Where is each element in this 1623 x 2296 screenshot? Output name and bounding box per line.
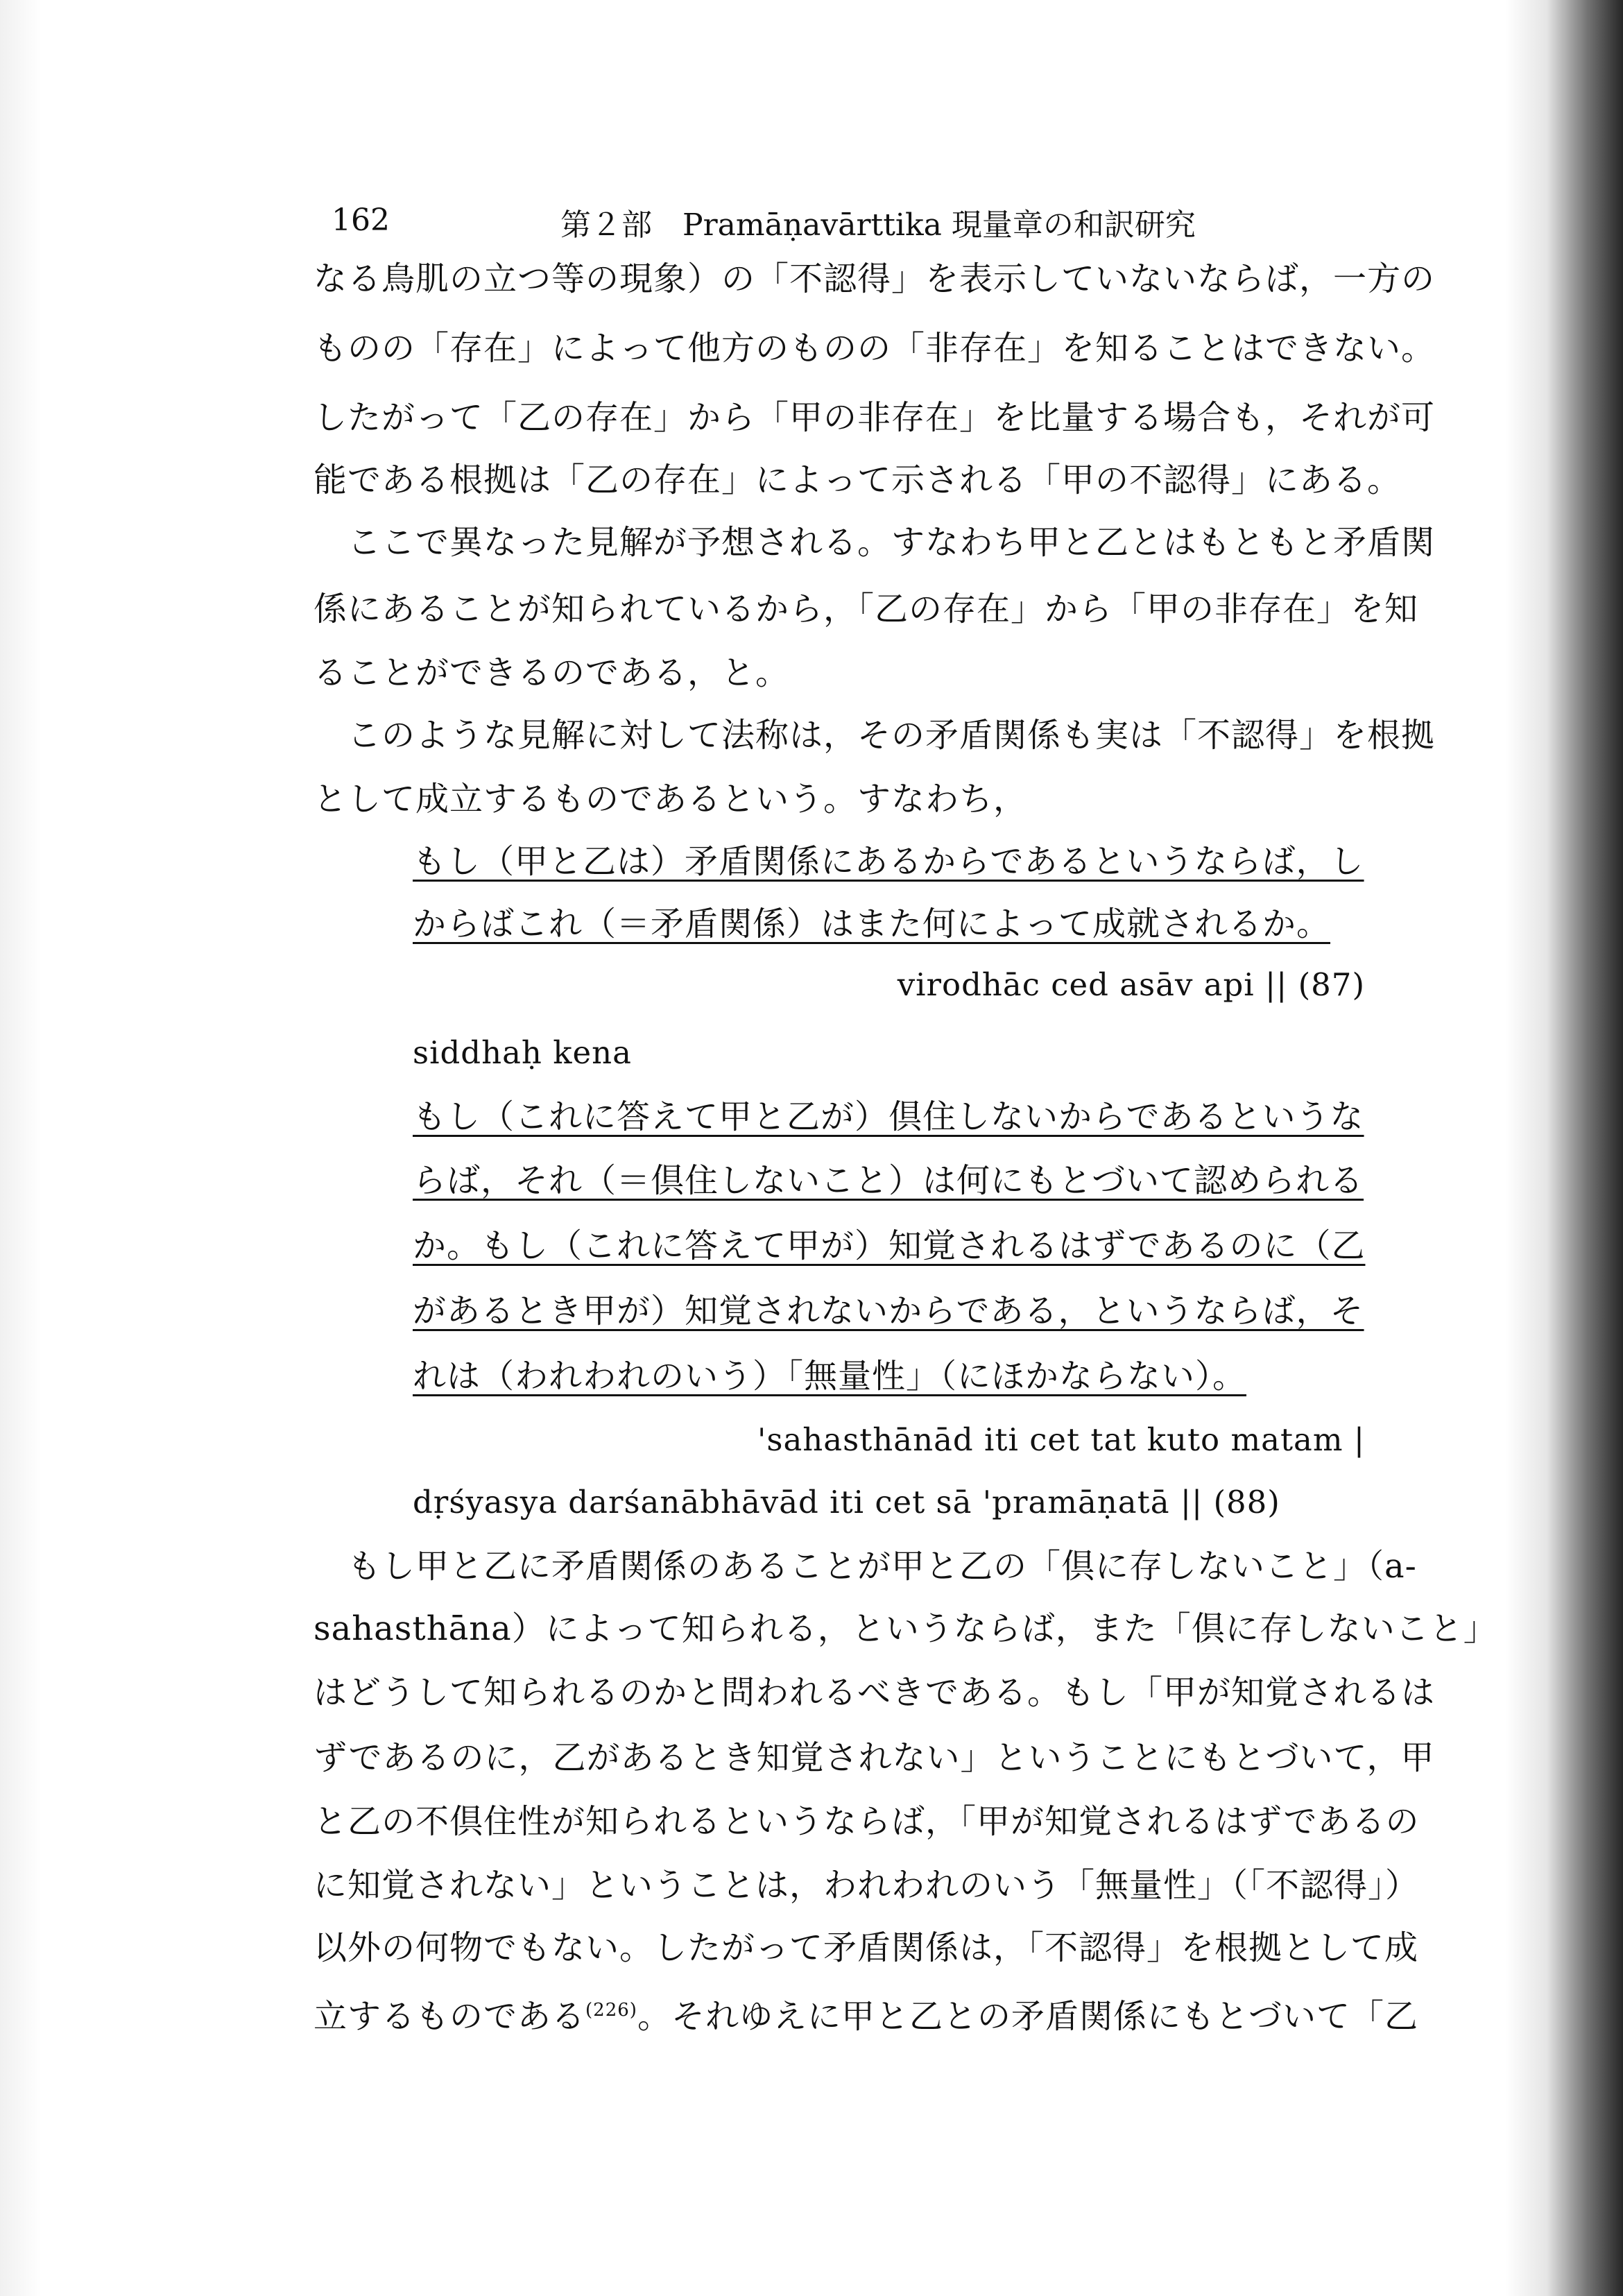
- body-line: ることができるのである，と。: [314, 653, 790, 692]
- quoted-translation-line: もし（甲と乙は）矛盾関係にあるからであるというならば，し: [413, 842, 1364, 881]
- body-line: 以外の何物でもない。したがって矛盾関係は，「不認得」を根拠として成: [314, 1928, 1419, 1967]
- page-header: [332, 196, 1455, 251]
- quoted-translation-line: からばこれ（＝矛盾関係）はまた何によって成就されるか。: [413, 905, 1331, 943]
- body-line: もし甲と乙に矛盾関係のあることが甲と乙の「倶に存しないこと」（a-: [314, 1547, 1417, 1586]
- quoted-translation-line: か。もし（これに答えて甲が）知覚されるはずであるのに（乙: [413, 1226, 1366, 1265]
- body-line: このような見解に対して法称は，その矛盾関係も実は「不認得」を根拠: [314, 716, 1436, 755]
- sanskrit-verse-line: 'sahasthānād iti cet tat kuto matam |: [757, 1421, 1365, 1458]
- page-number: 162: [332, 203, 390, 238]
- body-line: ずであるのに，乙があるとき知覚されない」ということにもとづいて，甲: [314, 1738, 1435, 1777]
- sanskrit-verse-line: dṛśyasya darśanābhāvād iti cet sā 'pramāṇatā || (88): [413, 1484, 1280, 1520]
- body-text: 立するものである: [314, 1997, 586, 2036]
- body-line: に知覚されない」ということは，われわれのいう「無量性」（「不認得」）: [314, 1866, 1420, 1905]
- body-line: 能である根拠は「乙の存在」によって示される「甲の不認得」にある。: [314, 461, 1402, 499]
- body-line: はどうして知られるのかと問われるべきである。もし「甲が知覚されるは: [314, 1673, 1436, 1712]
- sanskrit-verse-line: virodhāc ced asāv api || (87): [897, 966, 1365, 1003]
- body-line: したがって「乙の存在」から「甲の非存在」を比量する場合も，それが可: [314, 398, 1436, 437]
- body-line: sahasthāna）によって知られる，というならば，また「倶に存しないこと」: [314, 1609, 1497, 1648]
- body-line-with-note: [314, 1989, 1418, 2037]
- scan-left-edge: [0, 0, 42, 2296]
- body-line: ものの「存在」によって他方のものの「非存在」を知ることはできない。: [314, 329, 1436, 368]
- body-line: 係にあることが知られているから，「乙の存在」から「甲の非存在」を知: [314, 590, 1419, 628]
- body-line: なる鳥肌の立つ等の現象）の「不認得」を表示していないならば，一方の: [314, 259, 1436, 298]
- body-text: 。それゆえに甲と乙との矛盾関係にもとづいて「乙: [637, 1997, 1418, 2036]
- quoted-translation-line: らば，それ（＝倶住しないこと）は何にもとづいて認められる: [413, 1161, 1364, 1200]
- quoted-translation-line: があるとき甲が）知覚されないからである，というならば，そ: [413, 1292, 1364, 1330]
- body-line: として成立するものであるという。すなわち，: [314, 780, 1028, 819]
- quoted-translation-line: もし（これに答えて甲と乙が）倶住しないからであるというな: [413, 1097, 1364, 1136]
- body-line: と乙の不倶住性が知られるというならば，「甲が知覚されるはずであるの: [314, 1802, 1420, 1841]
- scan-right-shadow: [1505, 0, 1623, 2296]
- body-line: ここで異なった見解が予想される。すなわち甲と乙とはもともと矛盾関: [314, 523, 1436, 562]
- running-head: 第２部 Pramāṇavārttika 現量章の和訳研究: [560, 207, 1196, 243]
- quoted-translation-line: れは（われわれのいう）「無量性」（にほかならない）。: [413, 1357, 1247, 1396]
- footnote-reference[interactable]: (226): [585, 2000, 637, 2021]
- sanskrit-verse-line: siddhaḥ kena: [413, 1034, 632, 1071]
